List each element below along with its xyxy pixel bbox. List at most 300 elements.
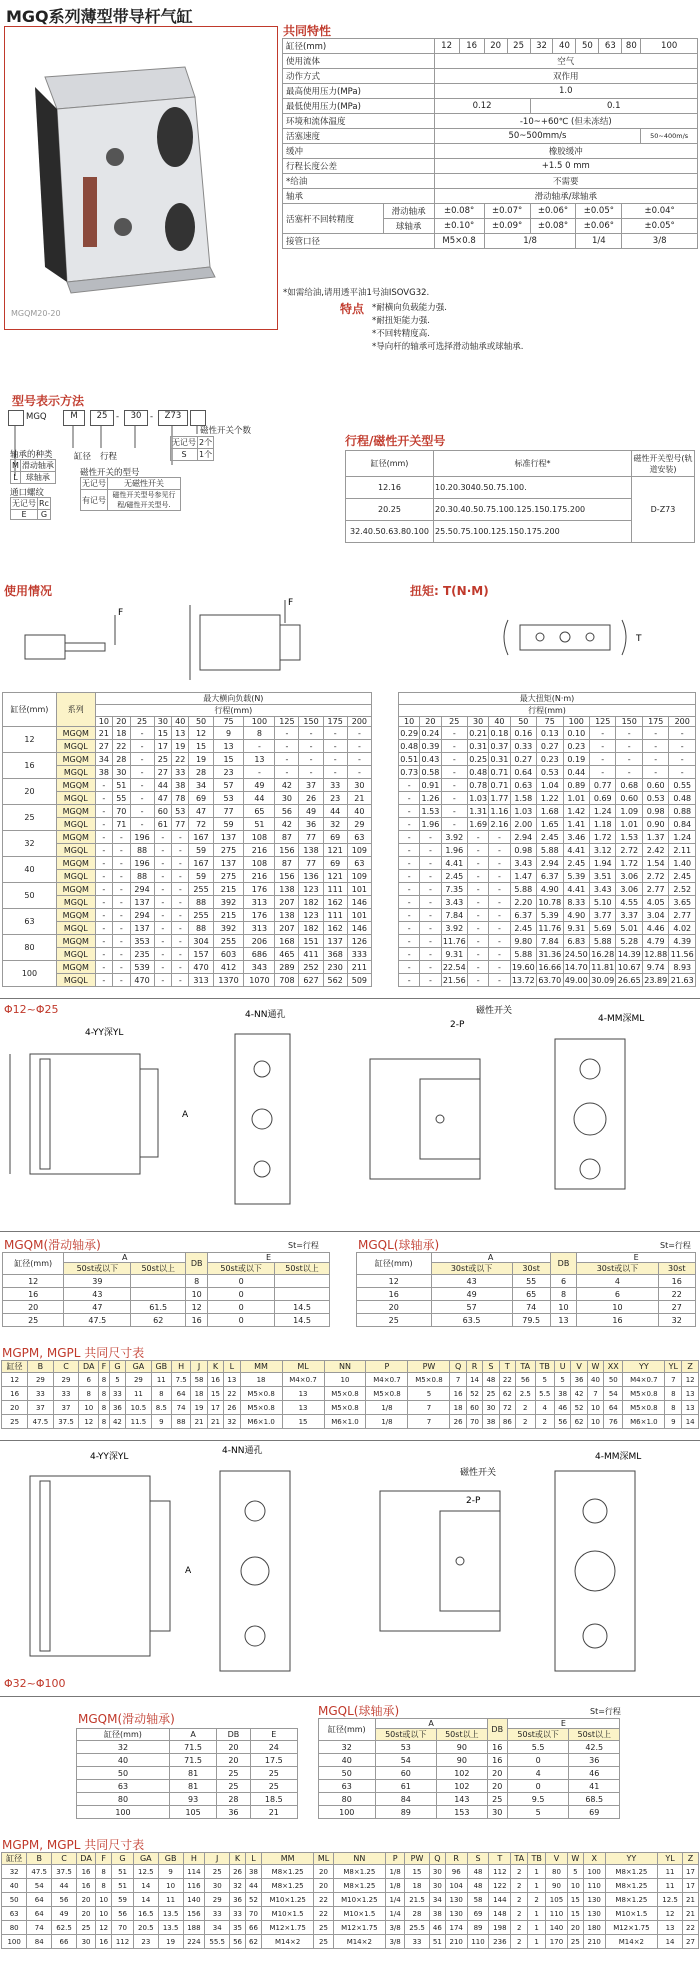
table-cell: 2.45 (537, 831, 563, 844)
table-cell: - (420, 948, 441, 961)
table-cell: 60 (375, 1767, 437, 1780)
table-cell: 19 (191, 1401, 207, 1415)
table-cell: M5×0.8 (623, 1401, 665, 1415)
table-cell: 2.5 (516, 1387, 535, 1401)
table-cell: 1.04 (537, 779, 563, 792)
label-yy-2: 4-YY深YL (90, 1452, 129, 1462)
table-cell: 72 (189, 818, 213, 831)
table-cell: 37 (53, 1401, 79, 1415)
table-cell: 5 (109, 1373, 125, 1387)
table-cell: 6 (79, 1373, 99, 1387)
table-cell: M8×1.25 (333, 1879, 386, 1893)
table-cell: 15 (405, 1865, 430, 1879)
table-cell: 52 (571, 1401, 587, 1415)
table-cell: 63 (347, 831, 371, 844)
table-cell: 25 (130, 717, 154, 727)
table-cell: - (154, 870, 171, 883)
table-cell: M8×1.25 (261, 1865, 314, 1879)
table-cell: 5.88 (510, 948, 536, 961)
table-cell: 25 (314, 1921, 333, 1935)
table-cell: - (154, 922, 171, 935)
table-cell: 1.72 (590, 831, 616, 844)
table-cell: 53 (375, 1741, 437, 1754)
table-cell: 121 (323, 844, 347, 857)
table-cell: 36 (230, 1893, 246, 1907)
table-cell: 1/8 (484, 234, 576, 249)
table-cell: 19.60 (511, 962, 535, 972)
table-cell: 89 (467, 1921, 489, 1935)
table-cell: - (113, 935, 130, 948)
table-cell: 38 (429, 1907, 445, 1921)
table-cell: 5 (507, 1806, 569, 1819)
table-cell: 标准行程* (434, 451, 632, 477)
table-cell: 313 (189, 974, 213, 987)
table-cell: - (154, 831, 171, 844)
table-cell: 15 (567, 1893, 583, 1907)
table-cell: 10 (567, 1879, 583, 1893)
table-cell: M (12, 461, 19, 470)
table-cell: 100 (563, 717, 589, 727)
table-cell: 活塞杆不回转精度 (283, 204, 384, 234)
table-cell: 0.73 (400, 767, 419, 777)
table-cell: 6.83 (563, 935, 589, 948)
table-cell: - (95, 831, 112, 844)
table-cell: 滑动轴承/球轴承 (434, 189, 697, 204)
table-cell: 2.94 (510, 831, 536, 844)
table-cell: 206 (244, 935, 275, 948)
table-cell: 80 (77, 1793, 170, 1806)
table-cell: 47 (64, 1301, 131, 1314)
table-cell: M12×1.75 (261, 1921, 314, 1935)
table-cell: 1.94 (590, 857, 616, 870)
table-cell: 最低使用压力(MPa) (283, 99, 435, 114)
table-cell: B (27, 1853, 52, 1865)
table-cell: 20 (3, 779, 57, 805)
table-cell: 0.48 (400, 741, 419, 751)
table-cell: 3.92 (441, 922, 467, 935)
table-cell: 51 (112, 1879, 134, 1893)
table-cell: 138 (275, 883, 299, 896)
table-cell: 100 (641, 39, 698, 54)
table-cell: - (420, 961, 441, 974)
table-cell: 13.72 (511, 975, 535, 985)
table-cell: 0 (208, 1275, 275, 1288)
table-cell: 130 (583, 1907, 605, 1921)
lateral-load-table (2, 692, 372, 987)
table-cell: 313 (244, 922, 275, 935)
table-cell: 行程(mm) (95, 705, 371, 717)
table-cell: 70 (466, 1415, 482, 1429)
table-cell: 196 (130, 831, 154, 844)
table-cell: W (587, 1361, 603, 1373)
table-cell: 63 (599, 39, 622, 54)
table-cell: 0.16 (510, 727, 536, 740)
table-cell: 20 (357, 1301, 432, 1314)
table-cell: 7.84 (537, 935, 563, 948)
table-cell: 2 (511, 1893, 528, 1907)
table-cell: 175 (323, 717, 347, 727)
table-cell: - (468, 870, 489, 883)
table-cell: 4.46 (642, 922, 668, 935)
table-cell: 20 (2, 1401, 28, 1415)
table-cell: 1.47 (510, 870, 536, 883)
table-cell: - (113, 922, 130, 935)
table-cell: 79.5 (512, 1314, 550, 1327)
table-cell: 51 (112, 1865, 134, 1879)
table-cell: - (642, 727, 668, 740)
table-cell: 603 (213, 948, 244, 961)
table-cell: TA (511, 1853, 528, 1865)
table-cell: 2.77 (669, 909, 696, 922)
table-cell: F (96, 1853, 112, 1865)
table-cell: - (489, 909, 510, 922)
table-cell: 470 (189, 961, 213, 974)
table-cell: - (95, 779, 112, 792)
table-cell: MGQM (56, 779, 95, 792)
table-cell: 8 (99, 1387, 109, 1401)
table-cell: 0.33 (510, 740, 536, 753)
table-cell: 使用流体 (283, 54, 435, 69)
table-cell: 14 (133, 1893, 158, 1907)
stroke-label: 行程 (100, 452, 118, 462)
table-cell: 2.45 (669, 870, 696, 883)
table-cell: 50st以上 (569, 1729, 620, 1741)
table-cell: 14.70 (564, 962, 588, 972)
table-cell: 49 (299, 805, 323, 818)
table-cell: 77 (172, 818, 189, 831)
table-cell: 16 (487, 1741, 507, 1754)
table-cell: 140 (183, 1893, 205, 1907)
table-cell: 30 (205, 1879, 230, 1893)
table-cell: 50st或以下 (208, 1263, 275, 1275)
table-cell: Z (682, 1853, 698, 1865)
table-cell: - (113, 909, 130, 922)
table-cell: 21.5 (405, 1893, 430, 1907)
table-cell: 140 (546, 1921, 568, 1935)
table-cell: 1.26 (421, 793, 440, 803)
table-cell: 37 (299, 779, 323, 792)
table-cell: 105 (546, 1893, 568, 1907)
table-cell: 14.5 (275, 1301, 330, 1314)
table-cell: L (246, 1853, 262, 1865)
table-cell: 50 (3, 883, 57, 909)
table-cell: 16 (2, 1387, 28, 1401)
table-cell: 2.52 (669, 883, 696, 896)
table-cell: 35 (230, 1921, 246, 1935)
table-cell: 0 (208, 1288, 275, 1301)
table-cell: 16 (459, 39, 484, 54)
table-cell: 90 (437, 1754, 488, 1767)
table-cell: 26 (230, 1865, 246, 1879)
table-cell: K (230, 1853, 246, 1865)
table-cell: 100 (244, 717, 275, 727)
label-switch-2: 磁性开关 (460, 1468, 497, 1478)
table-cell: 20.25 (346, 499, 434, 521)
table-cell (275, 1288, 330, 1301)
table-cell: - (669, 727, 696, 740)
table-cell: 9 (213, 727, 244, 740)
table-cell: X (583, 1853, 605, 1865)
table-cell: 0.31 (490, 754, 509, 764)
product-photo (4, 26, 278, 330)
table-cell: 0.10 (563, 727, 589, 740)
table-cell: 20 (76, 1907, 95, 1921)
switch-model-table (80, 477, 181, 511)
table-cell: - (95, 896, 112, 909)
table-cell: 0.98 (642, 805, 668, 818)
table-cell: 缸径(mm) (319, 1719, 376, 1741)
table-cell: - (244, 766, 275, 779)
table-cell: 63 (347, 857, 371, 870)
table-cell: 62 (499, 1387, 515, 1401)
table-cell: 80 (2, 1921, 27, 1935)
table-cell: M10×1.5 (261, 1907, 314, 1921)
table-cell: 200 (669, 717, 696, 727)
page-title: MGQ系列薄型带导杆气缸 (6, 7, 193, 26)
table-cell: - (399, 935, 420, 948)
table-cell: 0 (208, 1314, 275, 1327)
table-cell: 353 (130, 935, 154, 948)
table-cell: J (205, 1853, 230, 1865)
table-cell: 8 (99, 1415, 109, 1429)
feature-item: *导向杆的轴承可选择滑动轴承或球轴承. (372, 342, 524, 352)
table-cell: 101 (347, 883, 371, 896)
table-cell: 16.5 (133, 1907, 158, 1921)
table-cell: - (468, 844, 489, 857)
table-cell: 48 (467, 1865, 489, 1879)
table-cell: 196 (130, 857, 154, 870)
table-cell: 12 (186, 1301, 208, 1314)
table-cell: 29 (126, 1373, 152, 1387)
table-cell: 1 (528, 1879, 546, 1893)
table-cell: 10 (186, 1288, 208, 1301)
table-cell: 有记号 (81, 490, 108, 511)
table-cell: 34 (205, 1921, 230, 1935)
table-cell: 47 (189, 805, 213, 818)
table-cell: 0.48 (669, 792, 696, 805)
table-cell: - (172, 948, 189, 961)
model-bearing-code: M (63, 410, 85, 426)
table-cell: 13 (172, 727, 189, 740)
table-cell: 88 (130, 870, 154, 883)
table-cell: D-Z73 (632, 477, 695, 543)
table-cell: P (386, 1853, 405, 1865)
table-cell: - (642, 753, 668, 766)
table-cell: 0.55 (669, 779, 696, 792)
table-cell: M5×0.8 (434, 234, 484, 249)
table-cell: 5.28 (616, 935, 642, 948)
table-cell: 1.54 (642, 857, 668, 870)
table-cell: 81 (169, 1767, 216, 1780)
table-cell: 65 (512, 1288, 550, 1301)
table-cell: 5.88 (590, 935, 616, 948)
table-cell: 50st以上 (437, 1729, 488, 1741)
table-cell: - (95, 883, 112, 896)
table-cell: 41 (569, 1780, 620, 1793)
mgql2-title: MGQL(球轴承) (318, 1704, 400, 1718)
table-cell: 14 (682, 1415, 699, 1429)
table-cell: 102 (437, 1780, 488, 1793)
table-cell: 40 (2, 1879, 27, 1893)
table-cell: 25 (205, 1865, 230, 1879)
table-cell: ±0.06° (530, 204, 576, 219)
table-cell: 3.43 (590, 883, 616, 896)
table-cell: 8 (99, 1401, 109, 1415)
table-cell: 9.5 (507, 1793, 569, 1806)
table-cell: 7 (408, 1401, 450, 1415)
table-cell: - (399, 818, 420, 831)
table-cell: 62 (571, 1415, 587, 1429)
table-cell: 2 (511, 1865, 528, 1879)
table-cell: - (299, 753, 323, 766)
table-cell: 65 (244, 805, 275, 818)
table-cell: 61.5 (131, 1301, 186, 1314)
table-cell: 304 (189, 935, 213, 948)
table-cell: MGQM (56, 883, 95, 896)
table-cell: 77 (213, 805, 244, 818)
table-cell: 110 (546, 1907, 568, 1921)
table-cell: - (113, 857, 130, 870)
table-cell: 42 (109, 1415, 125, 1429)
table-cell: - (347, 753, 371, 766)
table-cell: 68.5 (569, 1793, 620, 1806)
table-cell: 110 (583, 1879, 605, 1893)
table-cell: 16 (186, 1314, 208, 1327)
table-cell: ±0.07° (484, 204, 530, 219)
table-cell: 8.33 (563, 896, 589, 909)
table-cell: - (399, 870, 420, 883)
table-cell: 180 (583, 1921, 605, 1935)
table-cell: ML (282, 1361, 324, 1373)
table-cell: - (489, 870, 510, 883)
table-cell: MGQM (56, 753, 95, 766)
table-cell: 33 (323, 779, 347, 792)
table-cell: 3.12 (590, 844, 616, 857)
table-cell: - (468, 831, 489, 844)
table-cell: 5 (408, 1387, 450, 1401)
table-cell: 162 (323, 896, 347, 909)
table-cell: ±0.04° (622, 204, 698, 219)
mgql1-title: MGQL(球轴承) (358, 1238, 440, 1252)
model-switch-code: Z73 (158, 410, 188, 426)
table-cell: 16 (3, 753, 57, 779)
table-cell: 6 (550, 1275, 577, 1288)
table-cell: 13 (682, 1387, 699, 1401)
table-cell: 25.5 (405, 1921, 430, 1935)
table-cell: 198 (489, 1921, 511, 1935)
table-cell: 1/8 (386, 1879, 405, 1893)
table-cell: 176 (244, 909, 275, 922)
spec-heading: 共同特性 (283, 24, 332, 38)
table-cell: 32.40.50.63.80.100 (346, 521, 434, 543)
table-cell: 19 (172, 740, 189, 753)
table-cell: 109 (347, 844, 371, 857)
table-cell: 0.44 (563, 766, 589, 779)
table-cell: 392 (213, 896, 244, 909)
bearing-title: 轴承的种类 (10, 450, 53, 460)
table-cell: 708 (275, 974, 299, 987)
table-cell: 43 (64, 1288, 131, 1301)
table-cell: - (489, 961, 510, 974)
table-cell: 最高使用压力(MPa) (283, 84, 435, 99)
table-cell: K (207, 1361, 223, 1373)
table-cell: 47.5 (27, 1865, 52, 1879)
table-cell: 0.25 (469, 754, 488, 764)
table-cell: 89 (375, 1806, 437, 1819)
table-cell: 130 (445, 1893, 467, 1907)
table-cell: 34 (189, 779, 213, 792)
table-cell: 40 (319, 1754, 376, 1767)
table-cell: 0.64 (510, 766, 536, 779)
table-cell: 175 (642, 717, 668, 727)
table-cell: - (275, 753, 299, 766)
table-cell: 3.65 (669, 896, 696, 909)
table-cell: A (169, 1729, 216, 1741)
table-cell: A (375, 1719, 487, 1729)
table-cell: 31.36 (538, 949, 562, 959)
table-cell: 24 (250, 1741, 297, 1754)
table-cell: 1.22 (537, 792, 563, 805)
table-cell: 61 (375, 1780, 437, 1793)
table-cell: 148 (489, 1907, 511, 1921)
table-cell: 13 (658, 1921, 683, 1935)
table-cell: 2.20 (510, 896, 536, 909)
table-cell: - (489, 974, 510, 987)
table-cell: 59 (112, 1893, 134, 1907)
table-cell: - (669, 766, 696, 779)
table-cell: 39 (64, 1275, 131, 1288)
table-cell: M14×2 (333, 1935, 386, 1949)
table-cell: 30 (468, 717, 489, 727)
table-cell: 2.45 (563, 857, 589, 870)
table-cell: - (323, 727, 347, 740)
table-cell: - (616, 766, 642, 779)
table-cell: 2 (511, 1879, 528, 1893)
table-cell: 0.24 (421, 728, 440, 738)
table-cell: - (399, 883, 420, 896)
table-cell: T (489, 1853, 511, 1865)
table-cell: 53 (172, 805, 189, 818)
table-cell: A (431, 1253, 550, 1263)
table-cell: 111 (323, 883, 347, 896)
table-cell: 167 (189, 857, 213, 870)
model-diagram: MGQ M 25 - 30 - Z73 磁性开关个数 无记号 2个 S 1个 轴承的种类 M 滑动轴承 L 球轴承 缸径 行程 磁性开关的型号 无记号 无磁性开关 有记号 磁性开关型号参见行程/磁性开关型号. 通口螺纹 无记号 Rc E G (10, 411, 252, 519)
table-cell: - (95, 844, 112, 857)
table-cell: 2 (511, 1907, 528, 1921)
table-cell: 30 (154, 717, 171, 727)
table-cell: 0.48 (469, 767, 488, 777)
arrow-A-1: A (182, 1110, 189, 1120)
table-cell: M4×0.7 (282, 1373, 324, 1387)
table-cell: PW (408, 1361, 450, 1373)
table-cell: - (113, 831, 130, 844)
table-cell: MGQM (56, 831, 95, 844)
table-cell: 27 (658, 1301, 695, 1314)
range-label-2: Φ32~Φ100 (4, 1677, 66, 1690)
table-cell: 37.5 (52, 1865, 77, 1879)
table-cell: 64 (604, 1401, 623, 1415)
table-cell: ±0.08° (530, 219, 576, 234)
table-cell: 7.5 (171, 1373, 190, 1387)
table-cell: 12 (96, 1921, 112, 1935)
table-cell: M14×2 (261, 1935, 314, 1949)
table-cell: - (642, 766, 668, 779)
table-cell: 3.43 (510, 857, 536, 870)
table-cell: 3.43 (441, 896, 467, 909)
table-cell: 80 (3, 935, 57, 961)
table-cell: 32 (224, 1415, 240, 1429)
table-cell: 1.53 (616, 831, 642, 844)
